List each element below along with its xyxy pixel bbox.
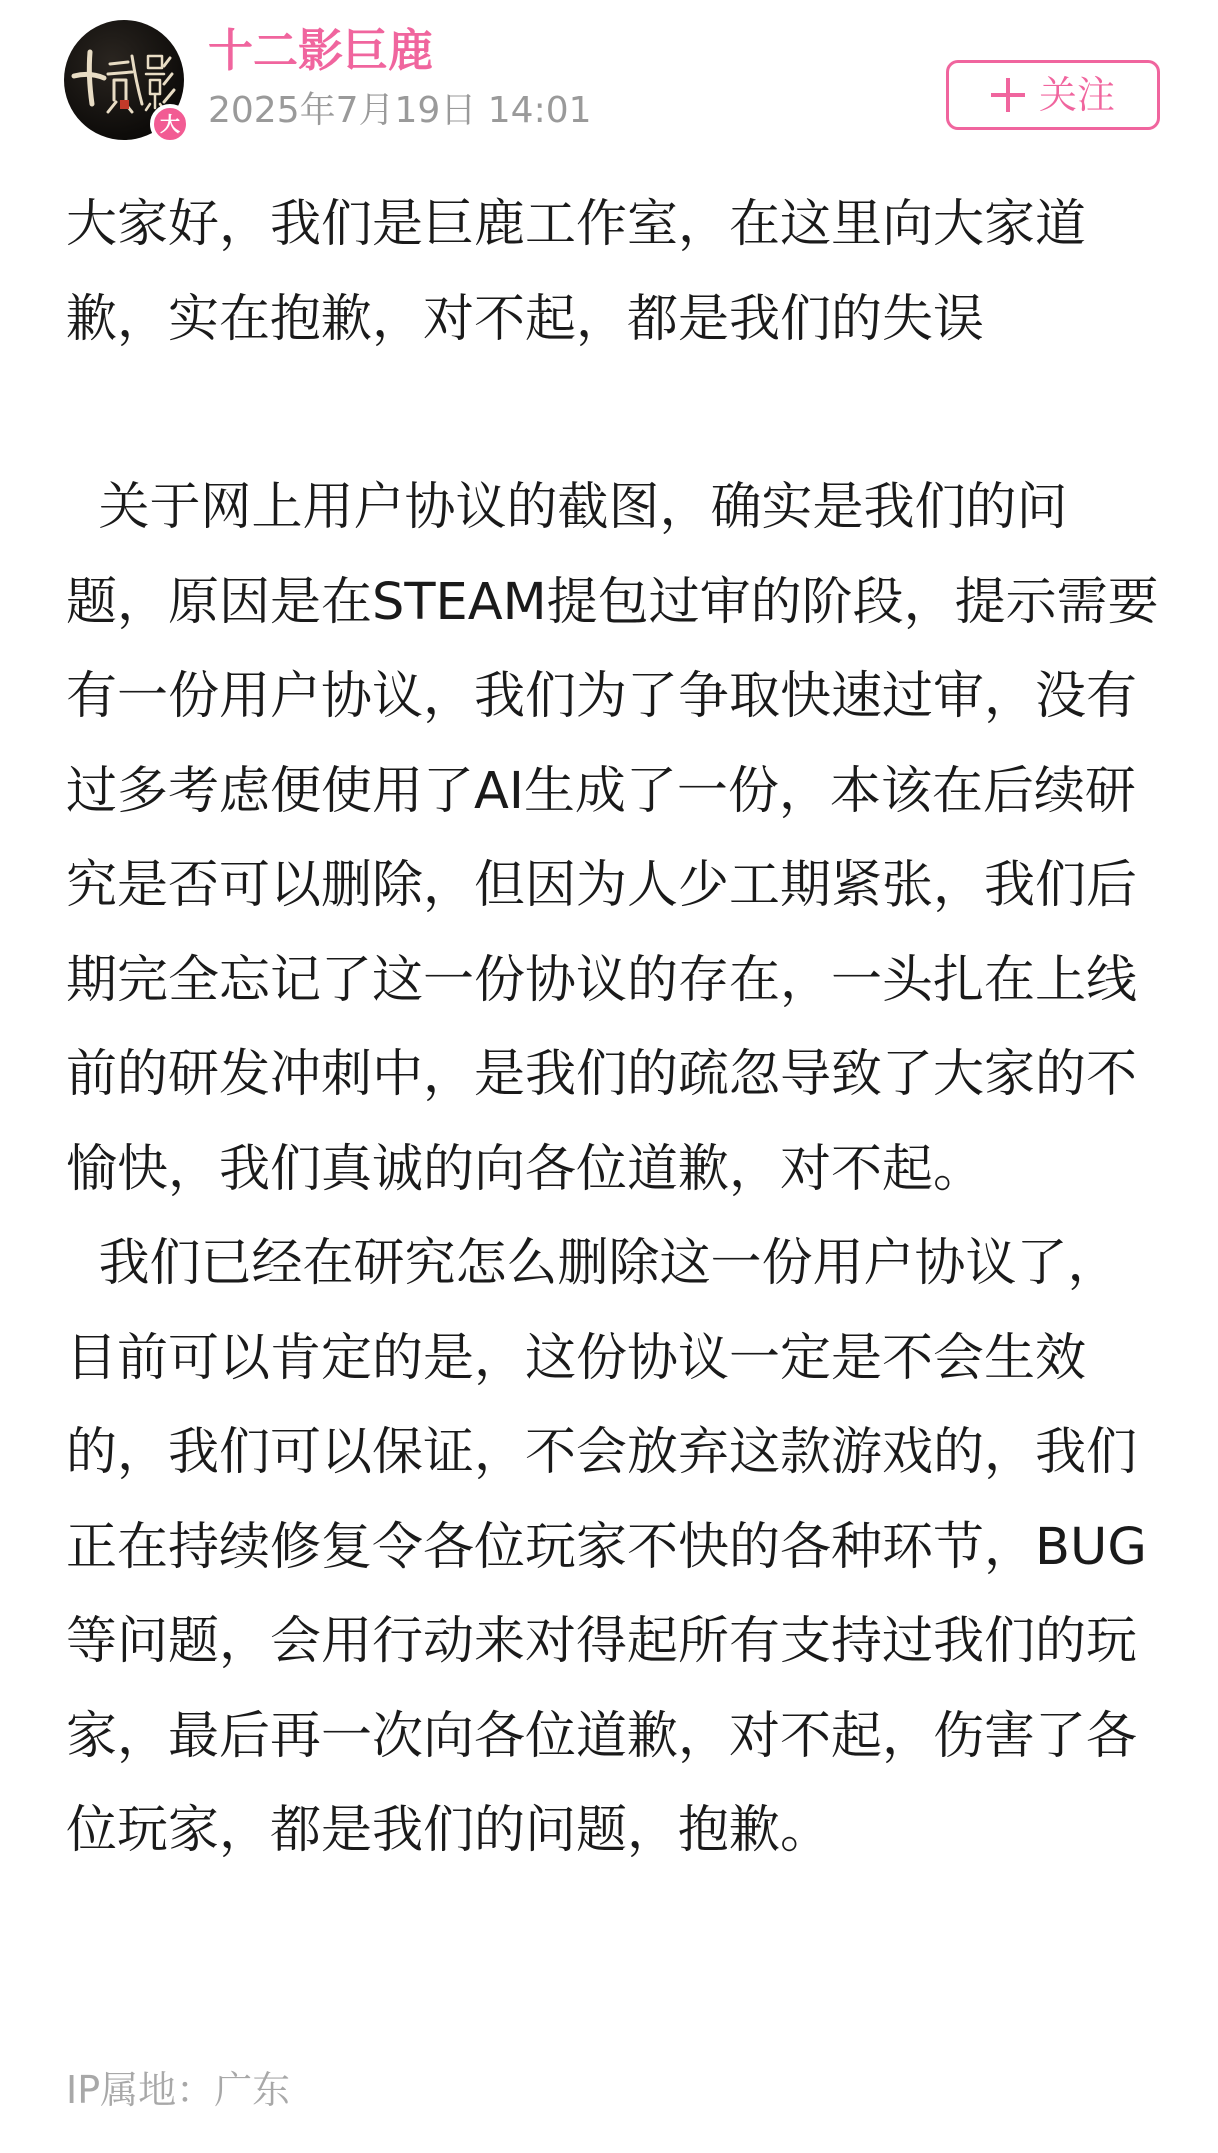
author-name[interactable]: 十二影巨鹿 bbox=[208, 24, 434, 77]
plus-icon bbox=[991, 78, 1025, 112]
follow-button[interactable] bbox=[946, 60, 1160, 130]
post-header bbox=[0, 0, 1218, 160]
post-paragraph-3: 我们已经在研究怎么删除这一份用户协议了，目前可以肯定的是，这份协议一定是不会生效的，我们可以保证，不会放弃这款游戏的，我们正在持续修复令各位玩家不快的各种环节，BUG等问题，会用行动来对得起所有支持过我们的玩家，最后再一次向各位道歉，对不起，伤害了各位玩家，都是我们的问题，抱歉。 bbox=[66, 1234, 1147, 1860]
post-paragraph-2: 关于网上用户协议的截图，确实是我们的问题，原因是在STEAM提包过审的阶段，提示需要有一份用户协议，我们为了争取快速过审，没有过多考虑便使用了AI生成了一份，本该在后续研究是否可以删除，但因为人少工期紧张，我们后期完全忘记了这一份协议的存在，一头扎在上线前的研发冲刺中，是我们的疏忽导致了大家的不愉快，我们真诚的向各位道歉，对不起。 bbox=[66, 478, 1159, 1199]
follow-label: 关注 bbox=[1038, 73, 1115, 117]
paragraph-spacer bbox=[66, 367, 1166, 461]
post-content bbox=[66, 178, 1166, 1879]
verified-badge: 大 bbox=[150, 104, 190, 144]
post-timestamp: 2025年7月19日 14:01 bbox=[208, 90, 592, 131]
post-paragraph-1: 大家好，我们是巨鹿工作室，在这里向大家道歉，实在抱歉，对不起，都是我们的失误 bbox=[66, 195, 1087, 349]
avatar[interactable] bbox=[64, 20, 184, 140]
ip-location: IP属地：广东 bbox=[66, 2068, 291, 2112]
